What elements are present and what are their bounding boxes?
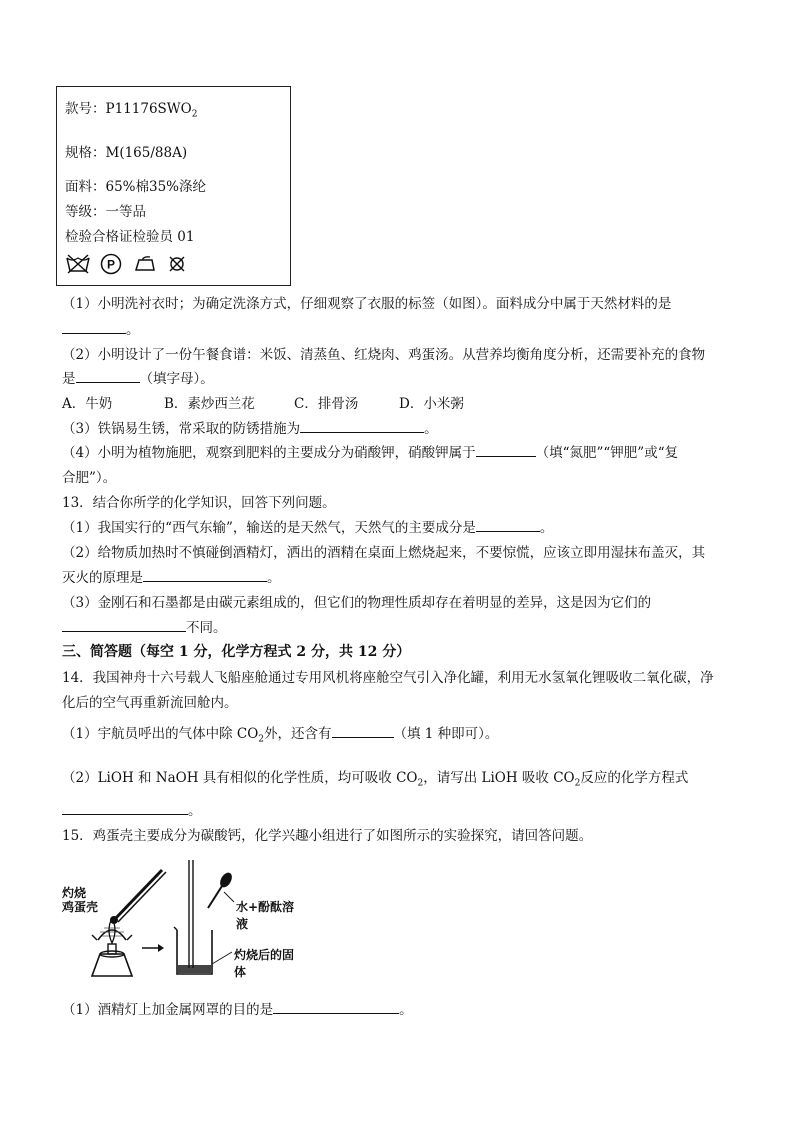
answer-blank[interactable] <box>273 999 399 1014</box>
q12-part2-answer-line: 是 （填字母）。 <box>62 367 214 387</box>
answer-blank[interactable] <box>476 442 536 457</box>
section-3-heading: 三、简答题（每空 1 分，化学方程式 2 分，共 12 分） <box>62 644 411 660</box>
q14-stem-line1: 14．我国神舟十六号载人飞船座舱通过专用风机将座舱空气引入净化罐，利用无水氢氧化锂吸收二氧化碳，净 <box>62 670 714 686</box>
figure-label-burn: 灼烧 <box>62 886 87 900</box>
q13-part3-answer-line: 不同。 <box>62 616 227 636</box>
figure-label-burned-solid: 灼烧后的固体 <box>234 948 295 979</box>
q15-part1: （1）酒精灯上加金属网罩的目的是 。 <box>62 998 413 1018</box>
label-style-number: 款号：$P11176SWO_2$ <box>65 101 198 120</box>
q13-part2-answer-line: 灭火的原理是 。 <box>62 566 281 586</box>
q14-part2-answer-line: 。 <box>62 799 202 819</box>
answer-blank[interactable] <box>476 517 540 532</box>
experiment-figure <box>62 850 302 980</box>
figure-label-water-phenolphthalein: 水+酚酞溶液 <box>236 900 295 931</box>
no-wash-icon <box>65 253 91 275</box>
q12-part1: （1）小明洗衬衣时；为确定洗涤方式，仔细观察了衣服的标签（如图）。面料成分中属于天然材料的是 <box>62 296 672 312</box>
clothing-label <box>56 86 291 286</box>
q13-part3: （3）金刚石和石墨都是由碳元素组成的，但它们的物理性质却存在着明显的差异，这是因为它们的 <box>62 595 652 611</box>
answer-blank[interactable] <box>76 368 140 383</box>
answer-blank[interactable] <box>62 617 186 632</box>
q13-part2: （2）给物质加热时不慎碰倒酒精灯，洒出的酒精在桌面上燃烧起来，不要惊慌，应该立即用湿抹布盖灭，其 <box>62 545 706 561</box>
label-grade: 等级：一等品 <box>65 204 146 220</box>
q12-part3: （3）铁锅易生锈，常采取的防锈措施为 。 <box>62 417 438 437</box>
label-size: 规格：M(165/88A) <box>65 145 188 161</box>
q15-stem: 15．鸡蛋壳主要成分为碳酸钙，化学兴趣小组进行了如图所示的实验探究，请回答问题。 <box>62 828 593 844</box>
no-tumble-dry-icon <box>166 253 188 275</box>
label-inspector: 检验合格证检验员 01 <box>65 229 195 245</box>
q14-part2: （2）LiOH 和 NaOH 具有相似的化学性质，均可吸收 $CO_2$，请写出 LiOH 吸收 $CO_2$反应的化学方程式 <box>62 770 689 789</box>
q13-stem: 13．结合你所学的化学知识，回答下列问题。 <box>62 495 336 511</box>
q12-option-d: D．小米粥 <box>399 396 464 412</box>
q12-option-c: C．排骨汤 <box>294 396 359 412</box>
label-fabric: 面料：65%棉35%涤纶 <box>65 179 207 195</box>
answer-blank[interactable] <box>300 418 424 433</box>
q12-part2: （2）小明设计了一份午餐食谱：米饭、清蒸鱼、红烧肉、鸡蛋汤。从营养均衡角度分析，还需要补充的食物 <box>62 347 706 363</box>
care-symbols <box>65 253 192 279</box>
q12-part4-cont: 合肥”）。 <box>62 470 117 486</box>
q12-part4: （4）小明为植物施肥，观察到肥料的主要成分为硝酸钾，硝酸钾属于 （填“氮肥”“钾肥”或“复 <box>62 441 678 461</box>
q13-part1: （1）我国实行的“西气东输”，输送的是天然气，天然气的主要成分是 。 <box>62 516 553 536</box>
q12-part1-answer-line: 。 <box>62 318 140 338</box>
svg-text:P: P <box>107 257 116 272</box>
answer-blank[interactable] <box>143 567 267 582</box>
q12-option-b: B．素炒西兰花 <box>164 396 255 412</box>
answer-blank[interactable] <box>62 319 126 334</box>
answer-blank[interactable] <box>332 723 394 738</box>
answer-blank[interactable] <box>62 800 188 815</box>
figure-label-egg-shell: 鸡蛋壳 <box>62 900 99 914</box>
q12-option-a: A．牛奶 <box>62 396 113 412</box>
q14-stem-line2: 化后的空气再重新流回舱内。 <box>62 695 238 711</box>
iron-icon <box>132 253 158 275</box>
q14-part1: （1）宇航员呼出的气体中除 $CO_2$外，还含有 （填 1 种即可）。 <box>62 722 498 745</box>
dry-clean-p-icon <box>99 253 123 275</box>
